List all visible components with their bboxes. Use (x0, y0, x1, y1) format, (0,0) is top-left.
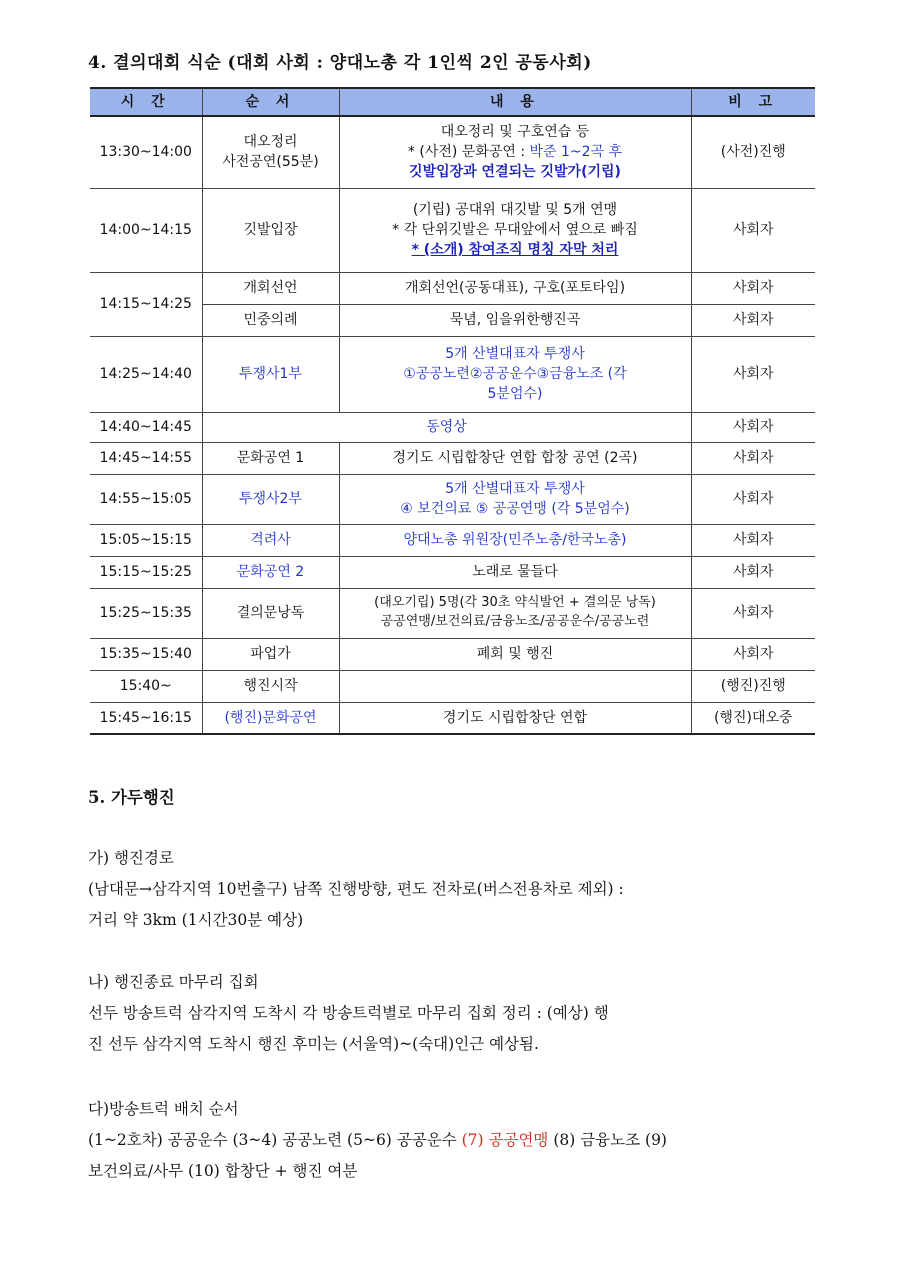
table-row (90, 588, 815, 638)
table-row (90, 442, 815, 474)
note-cell: (행진)대오중 (691, 702, 815, 734)
content-cell: 동영상 (202, 412, 691, 442)
truck-line: 보건의료/사무 (10) 합창단 + 행진 여분 (88, 1162, 358, 1180)
schedule-table (90, 87, 815, 735)
time-cell: 15:40~ (90, 670, 202, 702)
time-cell: 15:05~15:15 (90, 524, 202, 556)
section-4-title: 4. 결의대회 식순 (대회 사회 : 양대노총 각 1인씩 2인 공동사회) (88, 53, 592, 73)
table-row (90, 702, 815, 734)
note-cell: (사전)진행 (691, 116, 815, 188)
header-time: 시 간 (90, 88, 202, 116)
content-cell: 개회선언(공동대표), 구호(포토타임) (339, 272, 691, 304)
time-cell: 15:45~16:15 (90, 702, 202, 734)
content-cell: 폐회 및 행진 (339, 638, 691, 670)
content-cell: 묵념, 임을위한행진곡 (339, 304, 691, 336)
content-cell: 양대노총 위원장(민주노총/한국노총) (339, 524, 691, 556)
note-cell: 사회자 (691, 412, 815, 442)
table-row (90, 272, 815, 304)
closing-rally-block (88, 967, 828, 1060)
content-line: 5분엄수) (487, 386, 543, 403)
time-cell: 15:25~15:35 (90, 588, 202, 638)
time-cell: 15:15~15:25 (90, 556, 202, 588)
order-cell: (행진)문화공연 (202, 702, 339, 734)
table-row (90, 556, 815, 588)
route-line: 거리 약 3km (1시간30분 예상) (88, 911, 304, 929)
section-5-title: 5. 가두행진 (88, 788, 175, 807)
content-line: * (소개) 참여조직 명칭 자막 처리 (411, 242, 619, 259)
table-row (90, 524, 815, 556)
order-cell: 문화공연 1 (202, 442, 339, 474)
order-line: 대오정리 (243, 133, 298, 150)
content-line: 5개 산별대표자 투쟁사 (445, 480, 585, 497)
content-line: 공공연맹/보건의료/금융노조/공공운수/공공노련 (380, 614, 650, 629)
note-cell: 사회자 (691, 188, 815, 272)
table-header-row (90, 88, 815, 116)
order-cell: 행진시작 (202, 670, 339, 702)
content-cell (339, 588, 691, 638)
time-cell: 14:15~14:25 (90, 272, 202, 336)
closing-line: 진 선두 삼각지역 도착시 행진 후미는 (서울역)~(숙대)인근 예상됨. (88, 1035, 539, 1053)
note-cell: 사회자 (691, 524, 815, 556)
truck-title: 다)방송트럭 배치 순서 (88, 1100, 239, 1118)
truck-order-block (88, 1094, 828, 1187)
content-line: * 각 단위깃발은 무대앞에서 옆으로 빠짐 (392, 221, 638, 238)
table-row (90, 474, 815, 524)
content-cell: 노래로 물들다 (339, 556, 691, 588)
note-cell: 사회자 (691, 588, 815, 638)
order-cell: 격려사 (202, 524, 339, 556)
content-cell (339, 474, 691, 524)
time-cell: 14:00~14:15 (90, 188, 202, 272)
content-line: 5개 산별대표자 투쟁사 (445, 345, 585, 362)
note-cell: 사회자 (691, 442, 815, 474)
closing-title: 나) 행진종료 마무리 집회 (88, 973, 259, 991)
truck-highlight: (7) 공공연맹 (461, 1131, 549, 1149)
order-cell: 깃발입장 (202, 188, 339, 272)
time-cell: 14:55~15:05 (90, 474, 202, 524)
route-block (88, 843, 828, 936)
content-highlight: 박준 1~2곡 후 (529, 144, 623, 161)
content-line: 깃발입장과 연결되는 깃발가(기립) (409, 164, 621, 181)
table-row (90, 336, 815, 412)
content-line: ④ 보건의료 ⑤ 공공연맹 (각 5분엄수) (400, 501, 630, 517)
table-row (90, 116, 815, 188)
content-text: * (사전) 문화공연 : (407, 144, 530, 161)
table-row (90, 638, 815, 670)
time-cell: 14:25~14:40 (90, 336, 202, 412)
note-cell: 사회자 (691, 304, 815, 336)
content-line: 대오정리 및 구호연습 등 (440, 123, 590, 140)
table-row (90, 188, 815, 272)
note-cell: 사회자 (691, 556, 815, 588)
content-line: ①공공노련②공공운수③금융노조 (각 (403, 365, 627, 382)
order-cell: 민중의례 (202, 304, 339, 336)
order-line: 사전공연(55분) (222, 154, 319, 171)
content-line (344, 142, 687, 162)
route-line: (남대문→삼각지역 10번출구) 남쪽 진행방향, 편도 전차로(버스전용차로 제외) : (88, 880, 624, 898)
note-cell: 사회자 (691, 272, 815, 304)
time-cell: 14:45~14:55 (90, 442, 202, 474)
order-cell (202, 116, 339, 188)
order-cell: 투쟁사2부 (202, 474, 339, 524)
note-cell: 사회자 (691, 474, 815, 524)
note-cell: (행진)진행 (691, 670, 815, 702)
truck-text: (8) 금융노조 (9) (548, 1131, 667, 1149)
truck-line (88, 1125, 828, 1156)
content-cell (339, 336, 691, 412)
time-cell: 15:35~15:40 (90, 638, 202, 670)
content-line: (기립) 공대위 대깃발 및 5개 연맹 (412, 201, 618, 218)
order-cell: 투쟁사1부 (202, 336, 339, 412)
header-content: 내 용 (339, 88, 691, 116)
closing-line: 선두 방송트럭 삼각지역 도착시 각 방송트럭별로 마무리 집회 정리 : (예상) 행 (88, 1004, 609, 1022)
table-row (90, 670, 815, 702)
route-title: 가) 행진경로 (88, 849, 174, 867)
time-cell: 14:40~14:45 (90, 412, 202, 442)
note-cell: 사회자 (691, 638, 815, 670)
content-cell: 경기도 시립합창단 연합 합창 공연 (2곡) (339, 442, 691, 474)
header-order: 순 서 (202, 88, 339, 116)
content-cell: 경기도 시립합창단 연합 (339, 702, 691, 734)
content-cell (339, 116, 691, 188)
order-cell: 문화공연 2 (202, 556, 339, 588)
content-cell (339, 670, 691, 702)
header-note: 비 고 (691, 88, 815, 116)
table-row (90, 412, 815, 442)
content-cell (339, 188, 691, 272)
order-cell: 결의문낭독 (202, 588, 339, 638)
order-cell: 파업가 (202, 638, 339, 670)
content-line: (대오기립) 5명(각 30초 약식발언 + 결의문 낭독) (374, 595, 656, 611)
time-cell: 13:30~14:00 (90, 116, 202, 188)
truck-text: (1~2호차) 공공운수 (3~4) 공공노련 (5~6) 공공운수 (88, 1131, 462, 1149)
order-cell: 개회선언 (202, 272, 339, 304)
note-cell: 사회자 (691, 336, 815, 412)
